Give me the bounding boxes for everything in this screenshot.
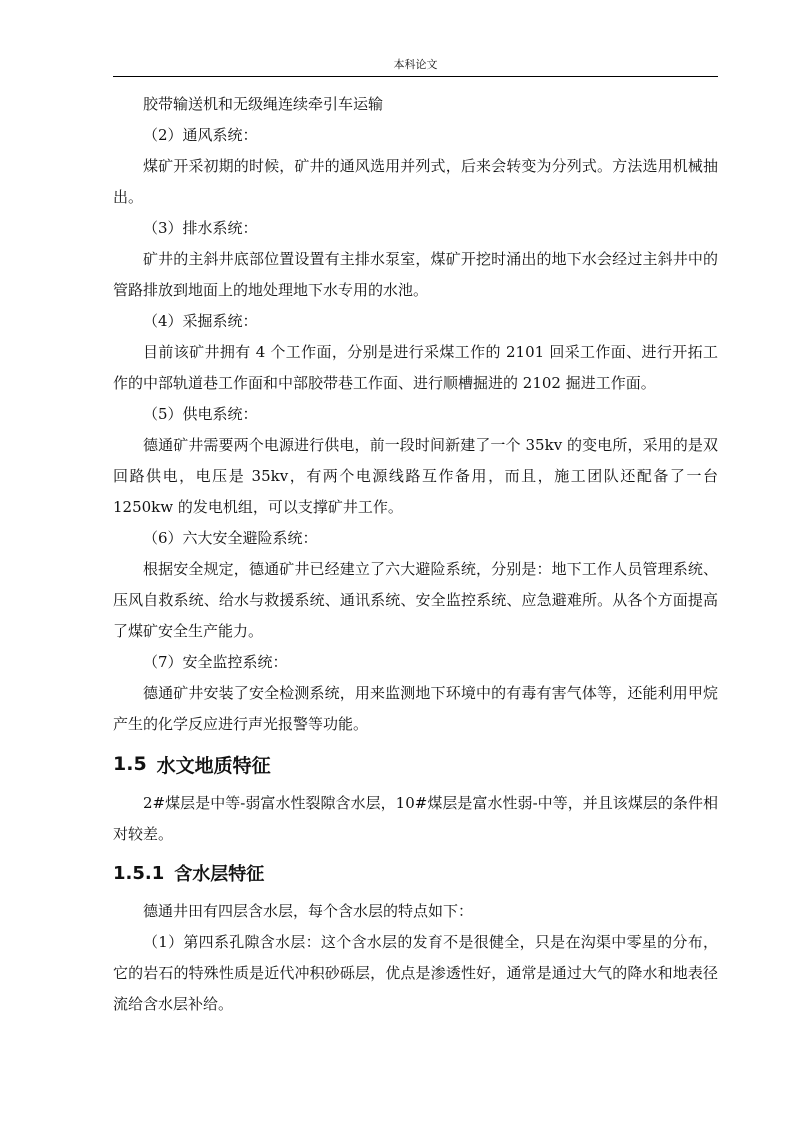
paragraph: 根据安全规定，德通矿井已经建立了六大避险系统，分别是：地下工作人员管理系统、压风自救系统、给水与救援系统、通讯系统、安全监控系统、应急避难所。从各个方面提高了煤矿安全生产能力。 xyxy=(113,560,718,640)
paragraph: 矿井的主斜井底部位置设置有主排水泵室，煤矿开挖时涌出的地下水会经过主斜井中的管路排放到地面上的地处理地下水专用的水池。 xyxy=(113,250,718,299)
page-header: 本科论文 xyxy=(393,58,438,71)
list-item-heading: （6）六大安全避险系统： xyxy=(143,529,318,547)
paragraph: 2#煤层是中等-弱富水性裂隙含水层，10#煤层是富水性弱-中等，并且该煤层的条件相对较差。 xyxy=(113,794,718,843)
list-item-heading: （4）采掘系统： xyxy=(143,312,258,330)
document-body xyxy=(113,89,718,1020)
paragraph: 德通矿井需要两个电源进行供电，前一段时间新建了一个 35kv 的变电所，采用的是双回路供电，电压是 35kv，有两个电源线路互作备用，而且，施工团队还配备了一台 1250kw 的发电机组，可以支撑矿井工作。 xyxy=(113,436,718,516)
list-item-heading: （7）安全监控系统： xyxy=(143,653,288,671)
paragraph: 胶带输送机和无级绳连续牵引车运输 xyxy=(143,95,384,113)
list-item-heading: （3）排水系统： xyxy=(143,219,258,237)
paragraph: 德通井田有四层含水层，每个含水层的特点如下： xyxy=(143,902,474,920)
subsection-title: 含水层特征 xyxy=(174,864,265,885)
header-rule xyxy=(113,76,718,77)
paragraph: 煤矿开采初期的时候，矿井的通风选用并列式，后来会转变为分列式。方法选用机械抽出。 xyxy=(113,157,718,206)
subsection-heading xyxy=(113,850,718,896)
section-number: 1.5 xyxy=(113,753,147,775)
paragraph: （1）第四系孔隙含水层：这个含水层的发育不是很健全，只是在沟渠中零星的分布，它的岩石的特殊性质是近代冲积砂砾层，优点是渗透性好，通常是通过大气的降水和地表径流给含水层补给。 xyxy=(113,933,718,1013)
section-heading xyxy=(113,740,718,788)
section-title: 水文地质特征 xyxy=(156,754,271,777)
subsection-number: 1.5.1 xyxy=(113,862,165,884)
paragraph: 目前该矿井拥有 4 个工作面，分别是进行采煤工作的 2101 回采工作面、进行开拓工作的中部轨道巷工作面和中部胶带巷工作面、进行顺槽掘进的 2102 掘进工作面。 xyxy=(113,343,718,392)
list-item-heading: （5）供电系统： xyxy=(143,405,258,423)
list-item-heading: （2）通风系统： xyxy=(143,126,258,144)
paragraph: 德通矿井安装了安全检测系统，用来监测地下环境中的有毒有害气体等，还能利用甲烷产生的化学反应进行声光报警等功能。 xyxy=(113,684,718,733)
